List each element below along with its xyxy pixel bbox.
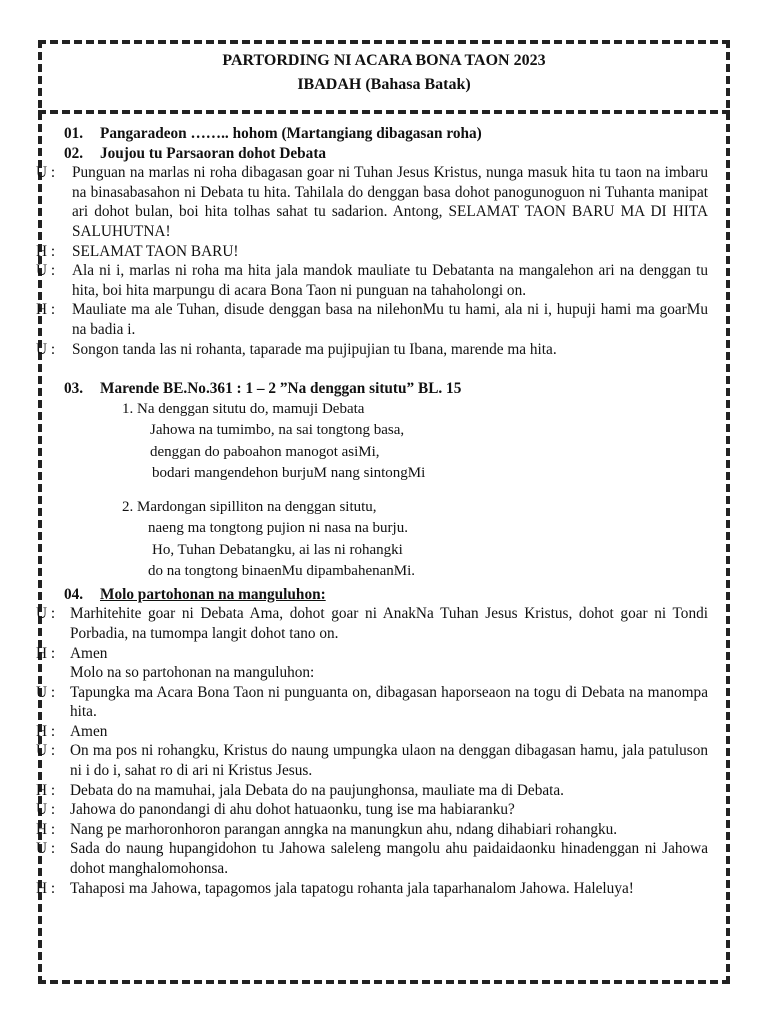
- liturgy-text: Tahaposi ma Jahowa, tapagomos jala tapatogu rohanta jala taparhanalom Jahowa. Haleluya!: [70, 879, 634, 897]
- spacer: [64, 359, 708, 379]
- section-heading: Pangaradeon …….. hohom (Martangiang dibagasan roha): [100, 125, 482, 142]
- liturgy-row: [36, 261, 708, 300]
- liturgy-row: [36, 604, 708, 643]
- section-number: 04.: [64, 585, 84, 603]
- liturgy-text: On ma pos ni rohangku, Kristus do naung umpungka ulaon na denggan dibagasan hamu, jala patuluson ni i do i, sahat ro di ari ni Kristus Jesus.: [70, 742, 708, 780]
- section-04: [64, 585, 708, 605]
- section-02: [64, 144, 708, 164]
- hymn-line: denggan do paboahon manogot asiMi,: [150, 443, 380, 460]
- document-title: PARTORDING NI ACARA BONA TAON 2023: [222, 52, 546, 69]
- liturgy-text: Jahowa do panondangi di ahu dohot hatuaonku, tung ise ma habiaranku?: [70, 801, 515, 819]
- header-divider: [38, 110, 730, 114]
- section-number: 03.: [64, 380, 84, 398]
- liturgy-text: Debata do na mamuhai, jala Debata do na paujunghonsa, mauliate ma di Debata.: [70, 781, 564, 799]
- liturgy-row: [36, 242, 708, 262]
- section-04-liturgy: [36, 604, 708, 898]
- liturgy-row: [36, 644, 708, 664]
- speaker-label: U :: [36, 840, 56, 858]
- speaker-label: H :: [36, 644, 56, 662]
- document-subtitle: IBADAH (Bahasa Batak): [297, 76, 471, 93]
- liturgy-row: [36, 340, 708, 360]
- section-heading: Joujou tu Parsaoran dohot Debata: [100, 144, 327, 162]
- spacer: [64, 485, 708, 497]
- speaker-label: H :: [36, 242, 56, 260]
- liturgy-text: Amen: [70, 722, 108, 740]
- liturgy-row: [36, 722, 708, 742]
- liturgy-row: [36, 800, 708, 820]
- speaker-label: U :: [36, 262, 56, 280]
- liturgy-text: Nang pe marhoronhoron parangan anngka na manungkun ahu, ndang dihabiari rohangku.: [70, 820, 618, 838]
- section-number: 01.: [64, 125, 84, 142]
- section-01: [64, 124, 708, 144]
- liturgy-text: Marhitehite goar ni Debata Ama, dohot goar ni AnakNa Tuhan Jesus Kristus, dohot goar ni Tondi Porbadia, na tumompa langit dohot tano on.: [70, 605, 708, 642]
- liturgy-text: Punguan na marlas ni roha dibagasan goar ni Tuhan Jesus Kristus, nunga masuk hita tu taon na imbaru na binasabasahon ni Debata tu hita. Tahilala do denggan basa dohot panogunoguon ni Tuhanta manipat ari dohot bulan, boi hita tolhas sahat tu sadarion. Antong, SELAMAT TAON BARU MA DI HITA SALUHUTNA!: [72, 164, 708, 240]
- speaker-label: [36, 663, 70, 683]
- liturgy-row: [36, 683, 708, 722]
- hymn-line: 2. Mardongan sipilliton na denggan situtu,: [122, 498, 377, 515]
- hymn-line: bodari mangendehon burjuM nang sintongMi: [152, 465, 426, 482]
- section-03: [64, 379, 708, 399]
- hymn-line: do na tongtong binaenMu dipambahenanMi.: [148, 563, 416, 580]
- speaker-label: H :: [36, 301, 56, 319]
- section-number: 02.: [64, 144, 84, 162]
- speaker-label: U :: [36, 742, 56, 760]
- speaker-label: H :: [36, 820, 56, 838]
- hymn-line: Ho, Tuhan Debatangku, ai las ni rohangki: [152, 541, 403, 558]
- section-02-liturgy: [36, 163, 708, 359]
- liturgy-text: SELAMAT TAON BARU!: [72, 242, 239, 260]
- speaker-label: U :: [36, 340, 56, 358]
- liturgy-text: Ala ni i, marlas ni roha ma hita jala mandok mauliate tu Debatanta na mangalehon ari na denggan tu hita, boi hita marpungu di acara Bona Taon ni punguan na tahaholongi on.: [72, 262, 708, 299]
- hymn-verse-2: [122, 497, 708, 583]
- speaker-label: U :: [36, 605, 56, 623]
- hymn-verse-1: [122, 399, 708, 485]
- liturgy-text: Amen: [70, 644, 108, 662]
- liturgy-row: [36, 820, 708, 840]
- liturgy-row: [36, 663, 708, 683]
- liturgy-text: Mauliate ma ale Tuhan, disude denggan basa na nilehonMu tu hami, ala ni i, hupuji hami ma goarMu na badia i.: [72, 301, 708, 338]
- speaker-label: H :: [36, 722, 56, 740]
- liturgy-row: [36, 879, 708, 899]
- liturgy-row: [36, 300, 708, 339]
- section-heading: Molo partohonan na manguluhon:: [100, 585, 326, 603]
- speaker-label: U :: [36, 164, 56, 182]
- hymn-line: 1. Na denggan situtu do, mamuji Debata: [122, 400, 365, 417]
- liturgy-row: [36, 781, 708, 801]
- liturgy-row: [36, 163, 708, 241]
- liturgy-text: Sada do naung hupangidohon tu Jahowa saleleng mangolu ahu paidaidaonku hinadenggan ni Jahowa dohot manghalomohonsa.: [70, 840, 708, 878]
- document-body: [36, 124, 708, 898]
- speaker-label: U :: [36, 683, 56, 701]
- liturgy-row: [36, 741, 708, 780]
- liturgy-text: Songon tanda las ni rohanta, taparade ma pujipujian tu Ibana, marende ma hita.: [72, 340, 557, 358]
- section-heading: Marende BE.No.361 : 1 – 2 ”Na denggan situtu” BL. 15: [100, 380, 462, 398]
- speaker-label: H :: [36, 781, 56, 799]
- hymn-line: Jahowa na tumimbo, na sai tongtong basa,: [150, 422, 405, 439]
- hymn-line: naeng ma tongtong pujion ni nasa na burju.: [148, 520, 408, 537]
- speaker-label: H :: [36, 879, 56, 897]
- speaker-label: U :: [36, 801, 56, 819]
- liturgy-text: Tapungka ma Acara Bona Taon ni punguanta on, dibagasan haporseaon na togu di Debata na manompa hita.: [70, 683, 708, 721]
- liturgy-row: [36, 839, 708, 878]
- liturgy-text: Molo na so partohonan na manguluhon:: [70, 664, 315, 682]
